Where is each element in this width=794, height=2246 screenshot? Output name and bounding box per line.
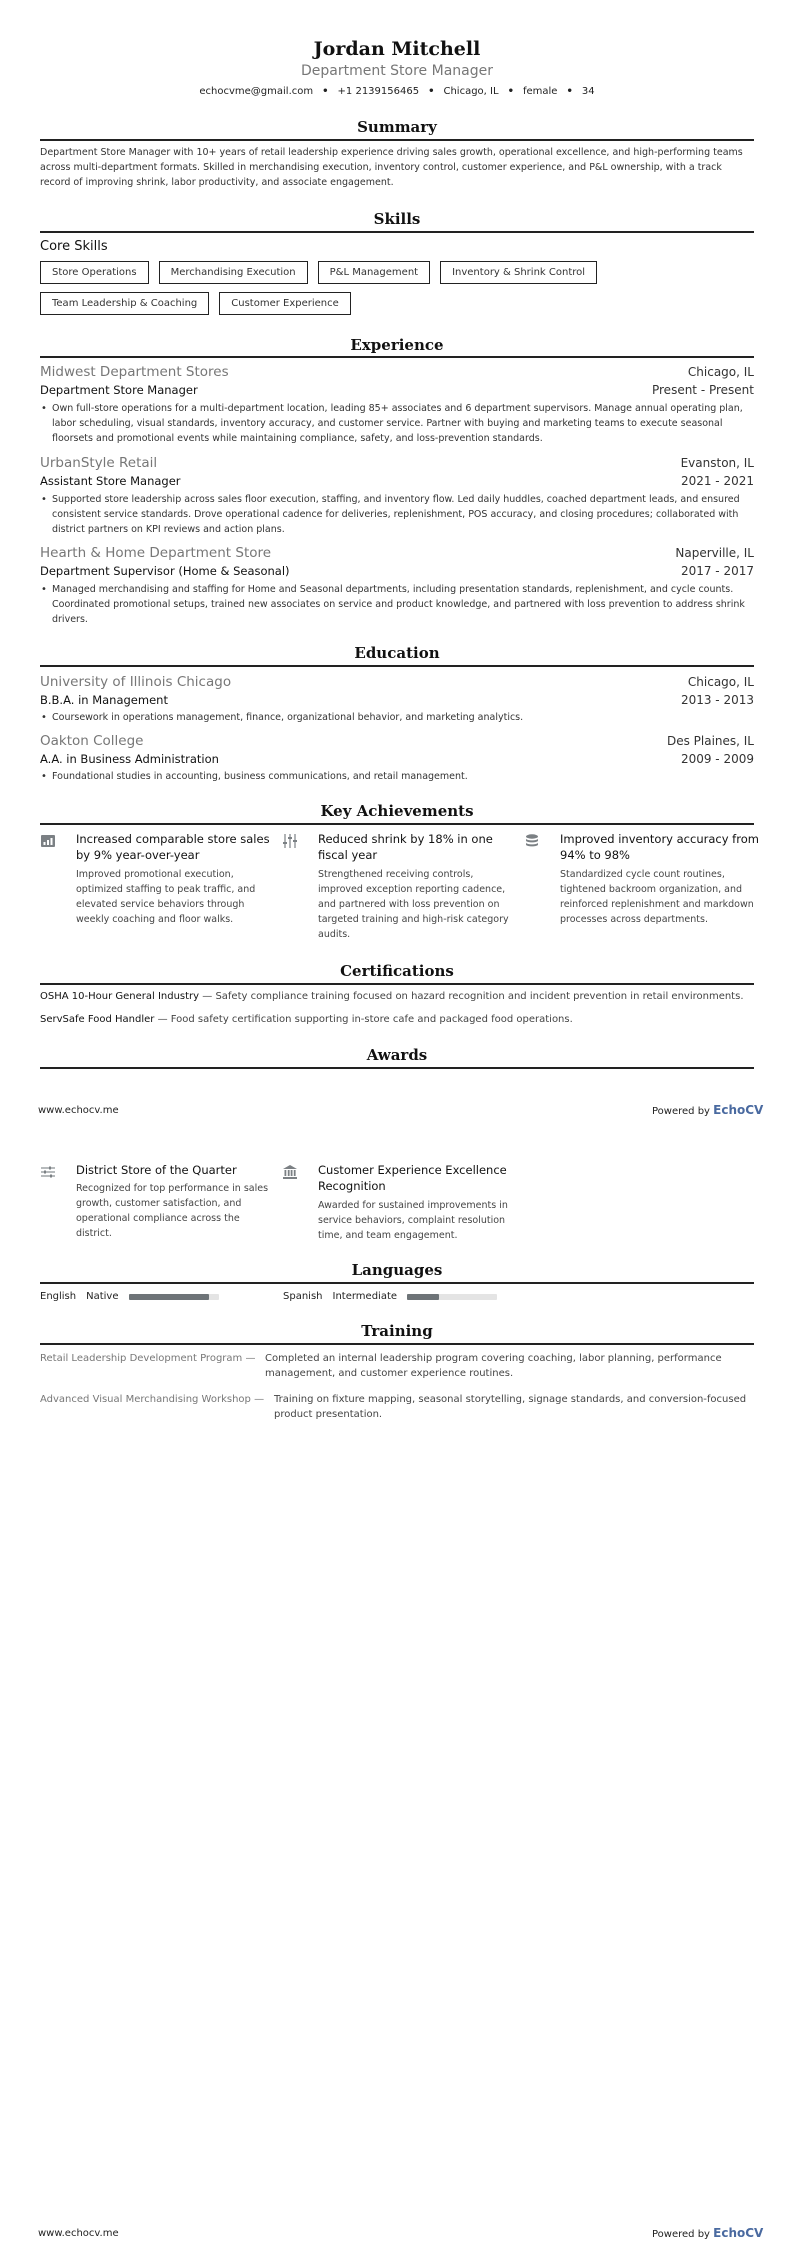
experience-entry-header xyxy=(40,455,754,471)
employer-name: UrbanStyle Retail xyxy=(40,455,158,471)
certification-item: OSHA 10-Hour General Industry — Safety compliance training focused on hazard recognition and incident prevention in retail environments. xyxy=(40,991,744,1002)
education-bullet: • Coursework in operations management, finance, organizational behavior, and marketing analytics. xyxy=(40,710,754,725)
section-title-skills: Skills xyxy=(373,210,421,228)
achievement-desc: Standardized cycle count routines, tightened backroom organization, and reinforced replenishment and markdown processes across departments. xyxy=(560,869,754,925)
education-entry-header xyxy=(40,674,754,690)
experience-entry-subheader xyxy=(40,564,754,578)
core-skills-label: Core Skills xyxy=(40,239,108,254)
footer-powered-by xyxy=(652,1103,763,1117)
skill-tag: Team Leadership & Coaching xyxy=(40,292,209,315)
achievement-title: Improved inventory accuracy from 94% to 98% xyxy=(560,832,759,862)
achievement-title: Increased comparable store sales by 9% year-over-year xyxy=(76,832,270,862)
separator-dot: • xyxy=(507,86,514,97)
degree-name: A.A. in Business Administration xyxy=(40,752,219,766)
training-desc: Completed an internal leadership program covering coaching, labor planning, performance management, and customer experience routines. xyxy=(265,1353,722,1379)
experience-entry-header xyxy=(40,545,754,561)
section-divider xyxy=(40,1282,754,1284)
section-title-certifications: Certifications xyxy=(340,962,454,980)
certification-item: ServSafe Food Handler — Food safety certification supporting in-store cafe and packaged food operations. xyxy=(40,1014,573,1025)
achievement-desc: Strengthened receiving controls, improved exception reporting cadence, and partnered with loss prevention on targeted training and high-risk category audits. xyxy=(318,869,509,940)
experience-bullet: • Own full-store operations for a multi-department location, leading 85+ associates and 6 department supervisors. Manage annual operating plan, labor scheduling, visual standards, inventory accuracy, and customer service. Partner with buying and marketing teams to execute seasonal floorsets and promotional events while maintaining compliance, safety, and loss-prevention standards. xyxy=(40,401,754,446)
contact-location: Chicago, IL xyxy=(443,86,499,97)
footer-powered-by xyxy=(652,2226,763,2240)
proficiency-bar xyxy=(407,1294,497,1300)
section-title-awards: Awards xyxy=(366,1046,428,1064)
section-divider xyxy=(40,231,754,233)
powered-by-label: Powered by xyxy=(652,1106,710,1117)
achievement-desc: Improved promotional execution, optimized staffing to peak traffic, and elevated service behaviors through weekly coaching and floor walks. xyxy=(76,869,256,925)
candidate-role: Department Store Manager xyxy=(301,63,493,79)
education-bullet: • Foundational studies in accounting, business communications, and retail management. xyxy=(40,769,754,784)
candidate-name: Jordan Mitchell xyxy=(313,38,481,60)
language-item xyxy=(283,1291,497,1302)
award-title: Customer Experience Excellence Recognition xyxy=(318,1163,507,1193)
section-title-achievements: Key Achievements xyxy=(320,802,474,820)
skill-tag: Inventory & Shrink Control xyxy=(440,261,597,284)
contact-phone[interactable]: +1 2139156465 xyxy=(337,86,420,97)
school-location: Chicago, IL xyxy=(687,675,754,689)
contact-gender: female xyxy=(522,86,558,97)
job-dates: 2017 - 2017 xyxy=(680,564,754,578)
school-location: Des Plaines, IL xyxy=(666,734,754,748)
job-title: Department Store Manager xyxy=(40,383,198,397)
language-name: Spanish xyxy=(283,1291,323,1302)
education-entry-header xyxy=(40,733,754,749)
job-title: Assistant Store Manager xyxy=(40,474,181,488)
footer-website-link[interactable]: www.echocv.me xyxy=(38,2228,119,2239)
school-name: Oakton College xyxy=(40,733,144,749)
separator-dot: • xyxy=(322,86,329,97)
skill-tag: P&L Management xyxy=(318,261,430,284)
certification-name: OSHA 10-Hour General Industry xyxy=(40,991,200,1002)
proficiency-bar-fill xyxy=(407,1294,439,1300)
language-level: Native xyxy=(86,1291,119,1302)
employer-location: Chicago, IL xyxy=(687,365,754,379)
degree-name: B.B.A. in Management xyxy=(40,693,168,707)
job-dates: Present - Present xyxy=(651,383,754,397)
job-dates: 2021 - 2021 xyxy=(680,474,754,488)
education-entry-subheader xyxy=(40,752,754,766)
section-divider xyxy=(40,823,754,825)
certification-name: ServSafe Food Handler xyxy=(40,1014,155,1025)
employer-location: Naperville, IL xyxy=(675,546,754,560)
experience-entry-subheader xyxy=(40,474,754,488)
contact-email[interactable]: echocvme@gmail.com xyxy=(199,86,314,97)
training-name-text: Retail Leadership Development Program xyxy=(40,1353,243,1364)
training-desc: Training on fixture mapping, seasonal storytelling, signage standards, and conversion-focused product presentation. xyxy=(274,1394,747,1420)
section-divider xyxy=(40,139,754,141)
bar-chart-icon xyxy=(40,833,56,849)
proficiency-bar-fill xyxy=(129,1294,209,1300)
language-item xyxy=(40,1291,219,1302)
database-icon xyxy=(524,833,540,849)
training-name: Advanced Visual Merchandising Workshop — xyxy=(40,1394,265,1405)
contact-age: 34 xyxy=(581,86,595,97)
section-divider xyxy=(40,1067,754,1069)
skill-tag: Merchandising Execution xyxy=(159,261,308,284)
section-title-experience: Experience xyxy=(350,336,444,354)
employer-name: Midwest Department Stores xyxy=(40,364,229,380)
bank-icon xyxy=(282,1164,298,1180)
sliders-icon xyxy=(282,833,298,849)
contact-line xyxy=(0,86,794,97)
certification-desc: Safety compliance training focused on hazard recognition and incident prevention in retail environments. xyxy=(215,991,744,1002)
skill-tag: Store Operations xyxy=(40,261,149,284)
separator-dot: • xyxy=(428,86,435,97)
degree-dates: 2013 - 2013 xyxy=(680,693,754,707)
achievement-title: Reduced shrink by 18% in one fiscal year xyxy=(318,832,493,862)
summary-text: Department Store Manager with 10+ years of retail leadership experience driving sales growth, operational excellence, and high-performing teams across multi-department formats. Skilled in merchandising execution, inventory control, customer experience, and P&L ownership, with a track record of improving shrink, labor productivity, and associate engagement. xyxy=(40,147,743,188)
job-title: Department Supervisor (Home & Seasonal) xyxy=(40,564,290,578)
section-title-education: Education xyxy=(354,644,440,662)
award-desc: Awarded for sustained improvements in service behaviors, complaint resolution time, and team engagement. xyxy=(318,1200,508,1241)
award-title: District Store of the Quarter xyxy=(76,1163,237,1177)
section-title-languages: Languages xyxy=(351,1261,443,1279)
section-divider xyxy=(40,1343,754,1345)
experience-bullet: • Supported store leadership across sales floor execution, staffing, and inventory flow. Led daily huddles, coached department leads, and ensured consistent service standards. Drove operational cadence for deliveries, replenishment, POS accuracy, and closing procedures; collaborated with district partners on KPI reviews and action plans. xyxy=(40,492,754,537)
experience-entry-subheader xyxy=(40,383,754,397)
footer-website-link[interactable]: www.echocv.me xyxy=(38,1105,119,1116)
proficiency-bar xyxy=(129,1294,219,1300)
school-name: University of Illinois Chicago xyxy=(40,674,232,690)
brand-logo[interactable]: EchoCV xyxy=(713,2226,764,2240)
experience-bullet: • Managed merchandising and staffing for Home and Seasonal departments, including presentation standards, replenishment, and cycle counts. Coordinated promotional setups, trained new associates on service and product knowledge, and partnered with loss prevention to address shrink drivers. xyxy=(40,582,754,627)
experience-entry-header xyxy=(40,364,754,380)
award-desc: Recognized for top performance in sales growth, customer satisfaction, and operational compliance across the district. xyxy=(76,1183,269,1239)
separator-dot: • xyxy=(566,86,573,97)
section-divider xyxy=(40,983,754,985)
education-entry-subheader xyxy=(40,693,754,707)
brand-logo[interactable]: EchoCV xyxy=(713,1103,764,1117)
employer-name: Hearth & Home Department Store xyxy=(40,545,272,561)
language-level: Intermediate xyxy=(332,1291,398,1302)
employer-location: Evanston, IL xyxy=(680,456,754,470)
section-divider xyxy=(40,665,754,667)
degree-dates: 2009 - 2009 xyxy=(680,752,754,766)
section-divider xyxy=(40,356,754,358)
training-name: Retail Leadership Development Program — xyxy=(40,1353,256,1364)
section-title-training: Training xyxy=(361,1322,433,1340)
skill-tag: Customer Experience xyxy=(219,292,351,315)
sliders-icon xyxy=(40,1164,56,1180)
skills-tags xyxy=(40,261,754,315)
section-title-summary: Summary xyxy=(357,118,437,136)
language-name: English xyxy=(40,1291,77,1302)
training-name-text: Advanced Visual Merchandising Workshop xyxy=(40,1394,251,1405)
powered-by-label: Powered by xyxy=(652,2229,710,2240)
certification-desc: Food safety certification supporting in-store cafe and packaged food operations. xyxy=(170,1014,573,1025)
